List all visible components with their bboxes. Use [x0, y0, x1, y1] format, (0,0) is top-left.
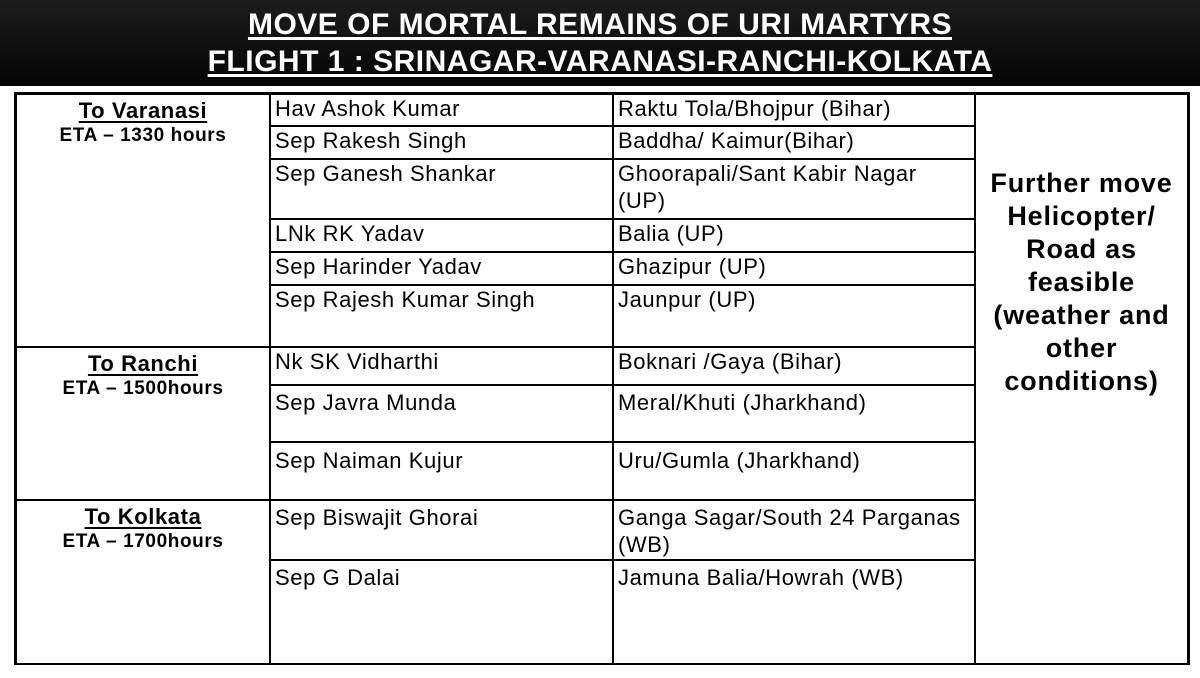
name-cell: LNk RK Yadav: [270, 219, 613, 252]
destination-cell-kolkata: [16, 500, 270, 665]
place-cell: Jamuna Balia/Howrah (WB): [613, 560, 975, 665]
place-cell: Jaunpur (UP): [613, 285, 975, 347]
destination-eta: ETA – 1330 hours: [59, 125, 227, 146]
destination-eta: ETA – 1500hours: [62, 378, 224, 399]
place-cell: Balia (UP): [613, 219, 975, 252]
name-cell: Sep Ganesh Shankar: [270, 159, 613, 219]
title-banner: [0, 0, 1200, 86]
place-cell: Boknari /Gaya (Bihar): [613, 347, 975, 385]
place-cell: Meral/Khuti (Jharkhand): [613, 385, 975, 442]
title-line-1: MOVE OF MORTAL REMAINS OF URI MARTYRS: [247, 8, 953, 41]
place-cell: Baddha/ Kaimur(Bihar): [613, 126, 975, 159]
name-cell: Nk SK Vidharthi: [270, 347, 613, 385]
name-cell: Sep Rajesh Kumar Singh: [270, 285, 613, 347]
destination-cell-varanasi: [16, 94, 270, 347]
destination-eta: ETA – 1700hours: [62, 531, 224, 552]
name-cell: Sep Biswajit Ghorai: [270, 500, 613, 560]
place-cell: Ghazipur (UP): [613, 252, 975, 285]
name-cell: Hav Ashok Kumar: [270, 94, 613, 126]
place-cell: Ganga Sagar/South 24 Parganas (WB): [613, 500, 975, 560]
martyrs-table: [14, 92, 1190, 665]
place-cell: Uru/Gumla (Jharkhand): [613, 442, 975, 500]
destination-name: To Varanasi: [78, 98, 208, 123]
name-cell: Sep Rakesh Singh: [270, 126, 613, 159]
note-text: Further move Helicopter/ Road as feasible (weather and other conditions): [990, 168, 1173, 396]
destination-name: To Kolkata: [84, 504, 202, 529]
name-cell: Sep G Dalai: [270, 560, 613, 665]
place-cell: Raktu Tola/Bhojpur (Bihar): [613, 94, 975, 126]
name-cell: Sep Harinder Yadav: [270, 252, 613, 285]
destination-cell-ranchi: [16, 347, 270, 500]
name-cell: Sep Javra Munda: [270, 385, 613, 442]
name-cell: Sep Naiman Kujur: [270, 442, 613, 500]
destination-name: To Ranchi: [87, 351, 199, 376]
note-cell: [975, 94, 1188, 665]
place-cell: Ghoorapali/Sant Kabir Nagar (UP): [613, 159, 975, 219]
title-line-2: FLIGHT 1 : SRINAGAR-VARANASI-RANCHI-KOLKATA: [207, 45, 993, 78]
